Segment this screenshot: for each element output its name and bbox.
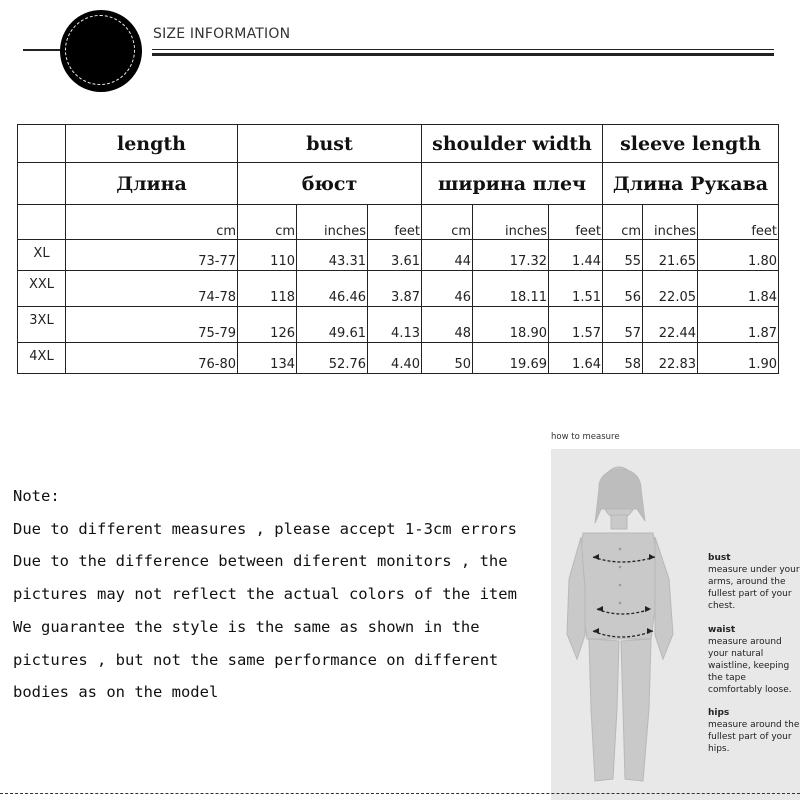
measure-panel — [551, 449, 800, 800]
table-cell: 110 — [238, 240, 297, 271]
table-cell: 46 — [422, 271, 473, 307]
size-label: XXL — [18, 271, 66, 307]
table-cell: 21.65 — [643, 240, 698, 271]
measure-hips-name: hips — [708, 708, 730, 718]
page-title: SIZE INFORMATION — [153, 26, 291, 42]
size-label: XL — [18, 240, 66, 271]
note-line: pictures , but not the same performance on different — [13, 650, 499, 669]
table-cell: 22.44 — [643, 307, 698, 343]
unit-row — [18, 205, 779, 240]
table-cell: 50 — [422, 343, 473, 374]
table-cell: 118 — [238, 271, 297, 307]
table-cell: 55 — [603, 240, 643, 271]
table-cell: 18.11 — [473, 271, 549, 307]
table-cell: 22.05 — [643, 271, 698, 307]
note-line: bodies as on the model — [13, 683, 219, 702]
header-row-en — [18, 125, 779, 163]
size-label: 3XL — [18, 307, 66, 343]
measure-title: how to measure — [551, 432, 620, 442]
col-header-shoulder-width: shoulder width — [422, 125, 603, 163]
notes-heading: Note: — [13, 487, 60, 505]
unit-cell: cm — [422, 205, 473, 240]
table-cell: 18.90 — [473, 307, 549, 343]
table-cell: 22.83 — [643, 343, 698, 374]
note-line: pictures may not reflect the actual colors of the item — [13, 585, 517, 604]
header-row-ru — [18, 163, 779, 205]
table-row — [18, 343, 779, 374]
header-rule-thin — [152, 49, 774, 50]
table-cell: 126 — [238, 307, 297, 343]
measure-waist-name: waist — [708, 625, 736, 635]
size-label: 4XL — [18, 343, 66, 374]
table-cell: 1.90 — [698, 343, 779, 374]
corner-cell — [18, 163, 66, 205]
table-row — [18, 271, 779, 307]
size-table — [17, 124, 779, 374]
table-cell: 49.61 — [297, 307, 368, 343]
note-line: Due to different measures , please accept 1-3cm errors — [13, 519, 517, 538]
measure-waist-text: measure around your natural waistline, keeping the tape comfortably loose. — [708, 637, 792, 695]
header-rule-thick — [152, 53, 774, 56]
unit-cell: cm — [603, 205, 643, 240]
unit-cell: feet — [368, 205, 422, 240]
note-line: We guarantee the style is the same as shown in the — [13, 617, 480, 636]
measure-bust-name: bust — [708, 553, 731, 563]
col-header-shoulder-width-ru: ширина плеч — [422, 163, 603, 205]
table-cell: 74-78 — [66, 271, 238, 307]
table-cell: 73-77 — [66, 240, 238, 271]
header-circle-badge — [60, 10, 142, 92]
table-cell: 1.44 — [549, 240, 603, 271]
table-cell: 46.46 — [297, 271, 368, 307]
col-header-length-ru: Длина — [66, 163, 238, 205]
measure-waist — [708, 624, 800, 696]
table-cell: 1.80 — [698, 240, 779, 271]
table-cell: 19.69 — [473, 343, 549, 374]
col-header-sleeve-length-ru: Длина Рукава — [603, 163, 779, 205]
corner-cell — [18, 205, 66, 240]
measure-bust-text: measure under your arms, around the fullest part of your chest. — [708, 565, 800, 611]
unit-cell: inches — [643, 205, 698, 240]
table-cell: 56 — [603, 271, 643, 307]
table-cell: 4.13 — [368, 307, 422, 343]
table-cell: 17.32 — [473, 240, 549, 271]
measure-hips — [708, 707, 800, 755]
unit-cell: feet — [698, 205, 779, 240]
corner-cell — [18, 125, 66, 163]
table-cell: 57 — [603, 307, 643, 343]
unit-cell: cm — [66, 205, 238, 240]
table-cell: 1.64 — [549, 343, 603, 374]
col-header-length: length — [66, 125, 238, 163]
col-header-bust: bust — [238, 125, 422, 163]
table-cell: 75-79 — [66, 307, 238, 343]
unit-cell: inches — [473, 205, 549, 240]
measure-bust — [708, 552, 800, 612]
table-cell: 3.61 — [368, 240, 422, 271]
table-cell: 1.51 — [549, 271, 603, 307]
table-cell: 76-80 — [66, 343, 238, 374]
measure-hips-text: measure around the fullest part of your hips. — [708, 720, 800, 754]
col-header-bust-ru: бюст — [238, 163, 422, 205]
table-cell: 44 — [422, 240, 473, 271]
table-cell: 43.31 — [297, 240, 368, 271]
unit-cell: feet — [549, 205, 603, 240]
table-cell: 48 — [422, 307, 473, 343]
unit-cell: inches — [297, 205, 368, 240]
table-cell: 1.84 — [698, 271, 779, 307]
table-cell: 52.76 — [297, 343, 368, 374]
table-row — [18, 307, 779, 343]
note-line: Due to the difference between diferent monitors , the — [13, 552, 508, 571]
table-cell: 1.57 — [549, 307, 603, 343]
table-cell: 1.87 — [698, 307, 779, 343]
unit-cell: cm — [238, 205, 297, 240]
col-header-sleeve-length: sleeve length — [603, 125, 779, 163]
table-cell: 3.87 — [368, 271, 422, 307]
table-cell: 4.40 — [368, 343, 422, 374]
notes-block — [13, 480, 553, 709]
table-cell: 58 — [603, 343, 643, 374]
header-left-rule — [23, 49, 61, 51]
bottom-dashed-rule — [0, 793, 800, 794]
table-row — [18, 240, 779, 271]
table-cell: 134 — [238, 343, 297, 374]
